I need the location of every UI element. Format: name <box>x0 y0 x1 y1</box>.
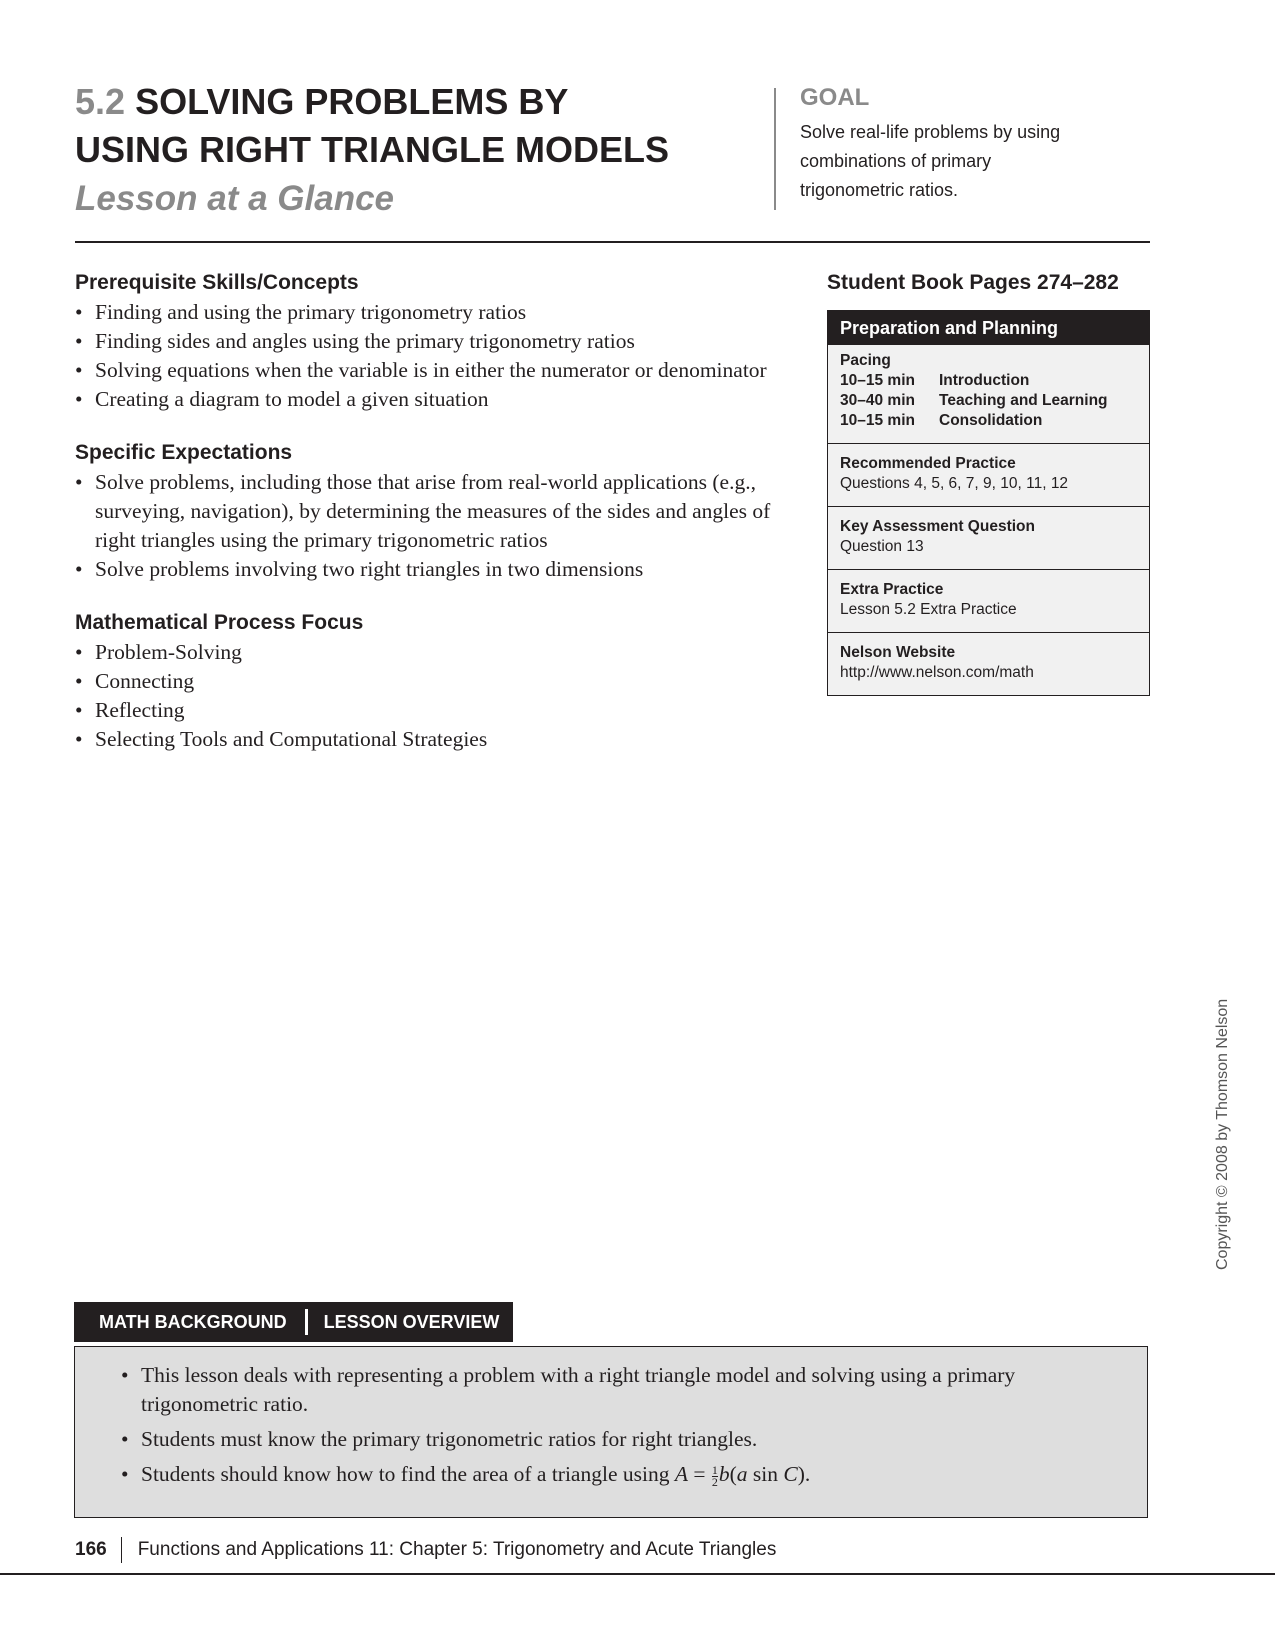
footer-text: Functions and Applications 11: Chapter 5: Trigonometry and Acute Triangles <box>137 1539 777 1560</box>
list-item: • Reflecting <box>75 696 775 725</box>
formula-a-var: A <box>674 1462 688 1486</box>
pacing-activity: Consolidation <box>939 412 1043 429</box>
pacing-time: 30–40 min <box>840 392 915 409</box>
lesson-title-line-2: USING RIGHT TRIANGLE MODELS <box>75 129 669 170</box>
lesson-overview-tab: LESSON OVERVIEW <box>323 1311 500 1332</box>
page-number: 166 <box>75 1539 107 1560</box>
goal-heading: GOAL <box>800 84 870 111</box>
math-background-tab-bar <box>74 1302 513 1342</box>
student-book-pages: Student Book Pages 274–282 <box>827 271 1119 294</box>
lesson-title-block <box>75 78 755 224</box>
preparation-planning-box <box>827 310 1150 696</box>
list-item <box>121 1460 1067 1489</box>
formula-b-var: b <box>718 1462 730 1486</box>
list-item: • Selecting Tools and Computational Strategies <box>75 725 775 754</box>
list-item: • Finding and using the primary trigonometry ratios <box>75 298 775 327</box>
pacing-section <box>828 345 1149 443</box>
nelson-website-label: Nelson Website <box>840 644 956 661</box>
recommended-practice-section <box>828 443 1149 506</box>
list-item: • Problem-Solving <box>75 638 775 667</box>
list-item: • Solve problems, including those that arise from real-world applications (e.g., surveying, navigation), by determining the measures of the sides and angles of right triangles using the primary trigonometric ratios <box>75 468 775 555</box>
goal-divider <box>774 88 776 210</box>
lesson-title-line-1: SOLVING PROBLEMS BY <box>135 81 569 122</box>
key-assessment-label: Key Assessment Question <box>840 518 1035 535</box>
planning-sidebar <box>827 268 1150 696</box>
lesson-number: 5.2 <box>75 81 126 122</box>
section-heading-expectations: Specific Expectations <box>75 441 293 464</box>
goal-line: trigonometric ratios. <box>800 180 959 200</box>
goal-block <box>800 82 1130 205</box>
goal-line: Solve real-life problems by using <box>800 122 1061 142</box>
header-divider <box>75 241 1150 243</box>
list-item: • Students must know the primary trigonometric ratios for right triangles. <box>121 1425 1067 1454</box>
page-footer <box>75 1537 776 1563</box>
list-item: • This lesson deals with representing a problem with a right triangle model and solving using a primary trigonometric ratio. <box>121 1361 1067 1419</box>
extra-practice-value: Lesson 5.2 Extra Practice <box>840 601 1017 618</box>
lesson-title <box>75 78 755 126</box>
nelson-website-section <box>828 632 1149 695</box>
process-focus-list <box>75 638 775 754</box>
list-item: • Finding sides and angles using the primary trigonometry ratios <box>75 327 775 356</box>
list-item: • Solving equations when the variable is in either the numerator or denominator <box>75 356 775 385</box>
nelson-website-link[interactable]: http://www.nelson.com/math <box>840 664 1034 681</box>
pacing-activity: Introduction <box>939 372 1030 389</box>
goal-text <box>800 118 1130 205</box>
key-assessment-value: Question 13 <box>840 538 924 555</box>
area-text: Students should know how to find the area of a triangle using <box>141 1462 670 1486</box>
copyright-notice: Copyright © 2008 by Thomson Nelson <box>1214 998 1231 1270</box>
pacing-label: Pacing <box>840 352 891 369</box>
tab-divider <box>305 1309 308 1335</box>
list-item: • Creating a diagram to model a given situation <box>75 385 775 414</box>
math-background-list <box>75 1347 1147 1489</box>
pacing-row <box>840 391 1137 411</box>
pacing-time: 10–15 min <box>840 372 915 389</box>
footer-rule <box>0 1573 1275 1575</box>
formula-sin: sin <box>752 1462 778 1486</box>
recommended-practice-label: Recommended Practice <box>840 455 1016 472</box>
pacing-row <box>840 411 1137 431</box>
area-formula <box>674 1462 811 1489</box>
lesson-subtitle: Lesson at a Glance <box>75 179 395 218</box>
pacing-row <box>840 371 1137 391</box>
pacing-activity: Teaching and Learning <box>939 392 1108 409</box>
math-background-tab: MATH BACKGROUND <box>99 1311 287 1332</box>
formula-paren: ( <box>729 1462 737 1486</box>
formula-a-side: a <box>736 1462 748 1486</box>
pacing-time: 10–15 min <box>840 412 915 429</box>
expectations-list <box>75 468 775 584</box>
formula-equals: = <box>693 1462 706 1486</box>
goal-line: combinations of primary <box>800 151 992 171</box>
footer-divider <box>121 1537 122 1563</box>
preparation-planning-title: Preparation and Planning <box>828 311 1149 345</box>
recommended-practice-value: Questions 4, 5, 6, 7, 9, 10, 11, 12 <box>840 475 1069 492</box>
prerequisites-list <box>75 298 775 414</box>
formula-paren-close: ). <box>797 1462 811 1486</box>
extra-practice-section <box>828 569 1149 632</box>
list-item: • Solve problems involving two right triangles in two dimensions <box>75 555 775 584</box>
section-heading-process-focus: Mathematical Process Focus <box>75 611 364 634</box>
lesson-content <box>75 268 775 778</box>
math-background-box <box>74 1346 1148 1518</box>
formula-c-angle: C <box>783 1462 798 1486</box>
formula-fraction <box>711 1462 718 1489</box>
fraction-numerator: 1 <box>711 1462 718 1477</box>
key-assessment-section <box>828 506 1149 569</box>
fraction-denominator: 2 <box>711 1474 718 1489</box>
section-heading-prerequisites: Prerequisite Skills/Concepts <box>75 271 359 294</box>
extra-practice-label: Extra Practice <box>840 581 944 598</box>
list-item: • Connecting <box>75 667 775 696</box>
